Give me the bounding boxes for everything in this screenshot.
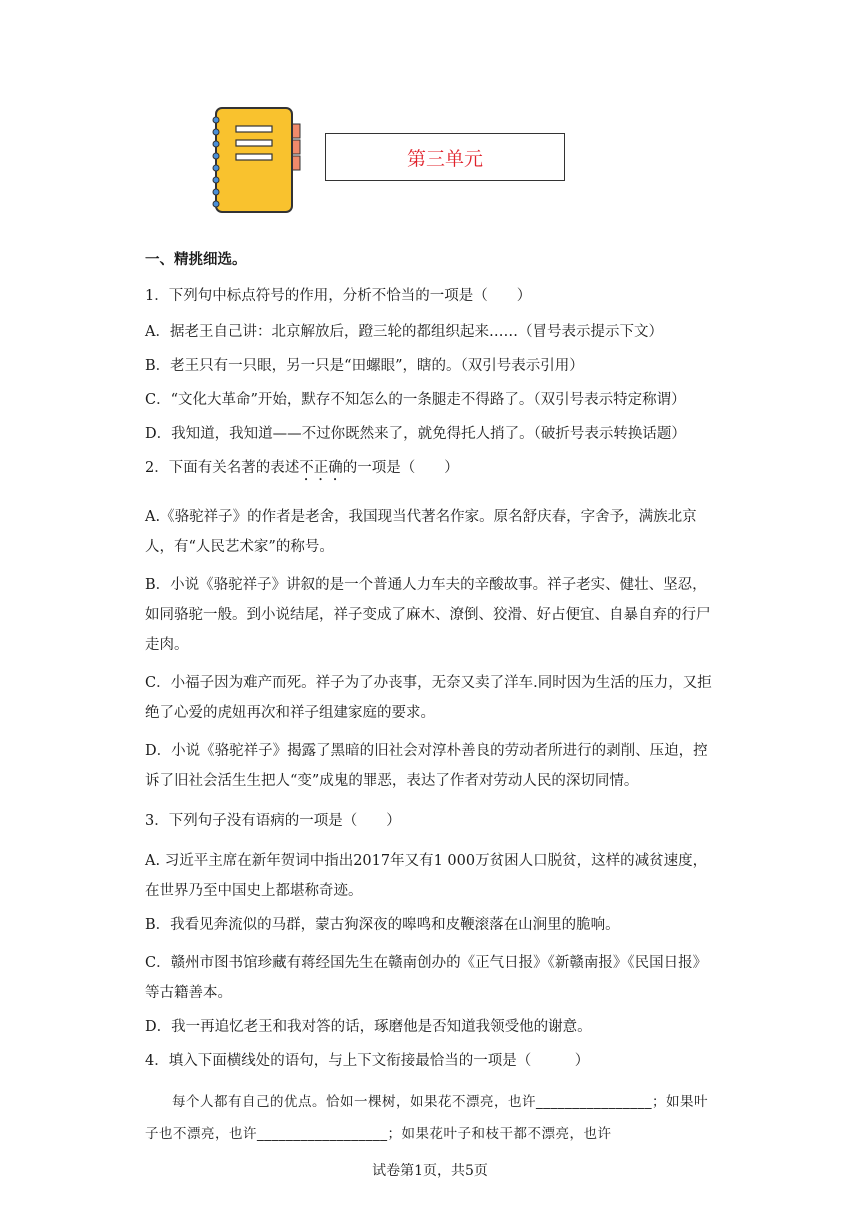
q2-stem-pre: 2．下面有关名著的表述 (145, 460, 300, 476)
question-3-stem: 3．下列句子没有语病的一项是（ ） (145, 813, 401, 829)
exam-content (145, 238, 719, 1150)
q1-option-c: C．“文化大革命”开始，默存不知怎么的一条腿走不得路了。（双引号表示特定称谓） (145, 392, 686, 408)
q3-option-b: B．我看见奔流似的马群，蒙古狗深夜的嗥鸣和皮鞭滚落在山涧里的脆响。 (145, 917, 620, 933)
section-title: 一、精挑细选。 (145, 251, 247, 268)
question-4-stem: 4．填入下面横线处的语句，与上下文衔接最恰当的一项是（ ） (145, 1053, 590, 1069)
q1-option-b: B．老王只有一只眼，另一只是“田螺眼”，瞎的。（双引号表示引用） (145, 358, 584, 374)
notebook-icon (210, 104, 302, 216)
unit-title: 第三单元 (406, 147, 483, 170)
q2-option-b: B．小说《骆驼祥子》讲叙的是一个普通人力车夫的辛酸故事。祥子老实、健壮、坚忍，如同骆驼一般。到小说结尾，祥子变成了麻木、潦倒、狡滑、好占便宜、自暴自弃的行尸走肉。 (145, 577, 711, 653)
q2-option-d: D．小说《骆驼祥子》揭露了黑暗的旧社会对淳朴善良的劳动者所进行的剥削、压迫，控诉了旧社会活生生把人“变”成鬼的罪恶，表达了作者对劳动人民的深切同情。 (145, 743, 708, 789)
q2-stem-emphasis: 不正确 (299, 460, 343, 476)
q3-option-d: D．我一再追忆老王和我对答的话，琢磨他是否知道我领受他的谢意。 (145, 1019, 592, 1035)
page-footer: 试卷第1页，共5页 (372, 1163, 488, 1179)
q3-option-a: A. 习近平主席在新年贺词中指出2017年又有1 000万贫困人口脱贫，这样的减贫速度，在世界乃至中国史上都堪称奇迹。 (145, 853, 708, 899)
unit-title-box (325, 133, 565, 181)
q1-option-d: D．我知道，我知道——不过你既然来了，就免得托人捎了。（破折号表示转换话题） (145, 426, 686, 442)
question-1-stem: 1．下列句中标点符号的作用，分析不恰当的一项是（ ） (145, 288, 532, 304)
q2-option-c: C．小福子因为难产而死。祥子为了办丧事，无奈又卖了洋车.同时因为生活的压力，又拒绝了心爱的虎妞再次和祥子组建家庭的要求。 (145, 675, 712, 721)
q1-option-a: A．据老王自己讲：北京解放后，蹬三轮的都组织起来……（冒号表示提示下文） (145, 324, 663, 340)
q2-option-a: A.《骆驼祥子》的作者是老舍，我国现当代著名作家。原名舒庆春，字舍予，满族北京人，有“人民艺术家”的称号。 (145, 509, 697, 555)
q2-stem-post: 的一项是（ ） (342, 460, 459, 476)
q3-option-c: C．赣州市图书馆珍藏有蒋经国先生在赣南创办的《正气日报》《新赣南报》《民国日报》等古籍善本。 (145, 955, 708, 1001)
q4-passage: 每个人都有自己的优点。恰如一棵树，如果花不漂亮，也许________________；如果叶子也不漂亮，也许__________________；如果花叶子和枝干都不漂亮，也许 (145, 1094, 708, 1142)
question-2-stem (145, 457, 719, 484)
